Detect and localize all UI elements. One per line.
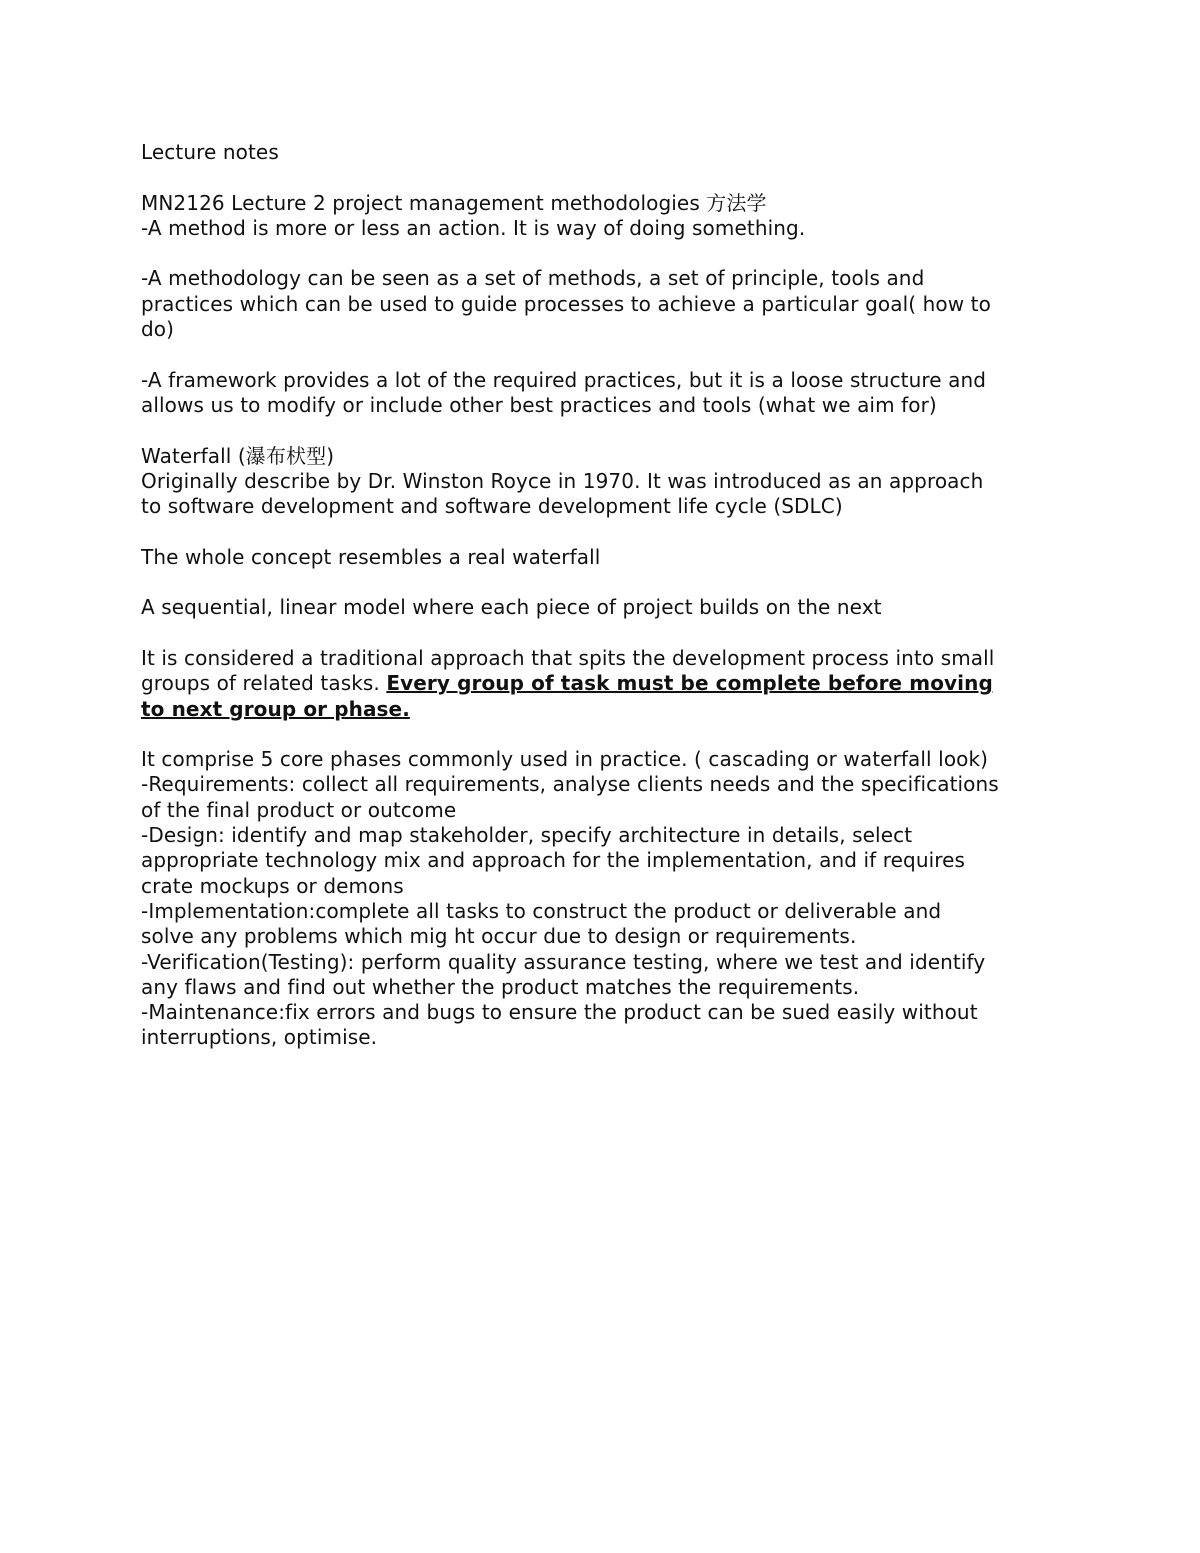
emphasis-text-continued: to next group or phase. [141,696,410,721]
spacer [141,519,1071,544]
emphasis-text: Every group of task must be complete before moving [386,671,993,696]
spacer [141,165,1071,190]
concept-line: The whole concept resembles a real waterfall [141,544,601,569]
origin-line-2: to software development and software development life cycle (SDLC) [141,494,843,519]
methodology-line-1: -A methodology can be seen as a set of methods, a set of principle, tools and [141,266,925,291]
methodology-line-3: do) [141,317,175,342]
phases-line-1: It comprise 5 core phases commonly used in practice. ( cascading or waterfall look) [141,747,989,772]
phases-line-7: -Implementation:complete all tasks to construct the product or deliverable and [141,898,942,923]
traditional-line-3 [141,697,1071,722]
lecture-heading: MN2126 Lecture 2 project management methodologies 方法学 [141,190,767,215]
waterfall-heading: Waterfall (瀑布枤型) [141,443,335,468]
method-definition: -A method is more or less an action. It is way of doing something. [141,215,806,240]
phases-line-6: crate mockups or demons [141,873,404,898]
phases-line-8: solve any problems which mig ht occur due to design or requirements. [141,924,857,949]
framework-line-1: -A framework provides a lot of the required practices, but it is a loose structure and [141,367,987,392]
document-page [141,140,1071,1051]
phases-line-5: appropriate technology mix and approach for the implementation, and if requires [141,848,966,873]
phases-line-10: any flaws and find out whether the product matches the requirements. [141,974,860,999]
spacer [141,418,1071,443]
phases-line-12: interruptions, optimise. [141,1025,378,1050]
phases-line-2: -Requirements: collect all requirements, analyse clients needs and the specifications [141,772,999,797]
spacer [141,570,1071,595]
origin-line-1: Originally describe by Dr. Winston Royce in 1970. It was introduced as an approach [141,468,984,493]
methodology-line-2: practices which can be used to guide processes to achieve a particular goal( how to [141,291,991,316]
document-title: Lecture notes [141,140,279,164]
spacer [141,241,1071,266]
sequential-line: A sequential, linear model where each piece of project builds on the next [141,595,882,620]
traditional-line-2 [141,671,1071,696]
phases-line-4: -Design: identify and map stakeholder, specify architecture in details, select [141,823,913,848]
phases-line-9: -Verification(Testing): perform quality assurance testing, where we test and identify [141,949,986,974]
spacer [141,722,1071,747]
spacer [141,621,1071,646]
framework-line-2: allows us to modify or include other best practices and tools (what we aim for) [141,392,937,417]
phases-line-3: of the final product or outcome [141,797,457,822]
phases-line-11: -Maintenance:fix errors and bugs to ensure the product can be sued easily without [141,1000,978,1025]
traditional-plain-text: groups of related tasks. [141,671,387,696]
spacer [141,342,1071,367]
traditional-line-1: It is considered a traditional approach that spits the development process into small [141,645,995,670]
